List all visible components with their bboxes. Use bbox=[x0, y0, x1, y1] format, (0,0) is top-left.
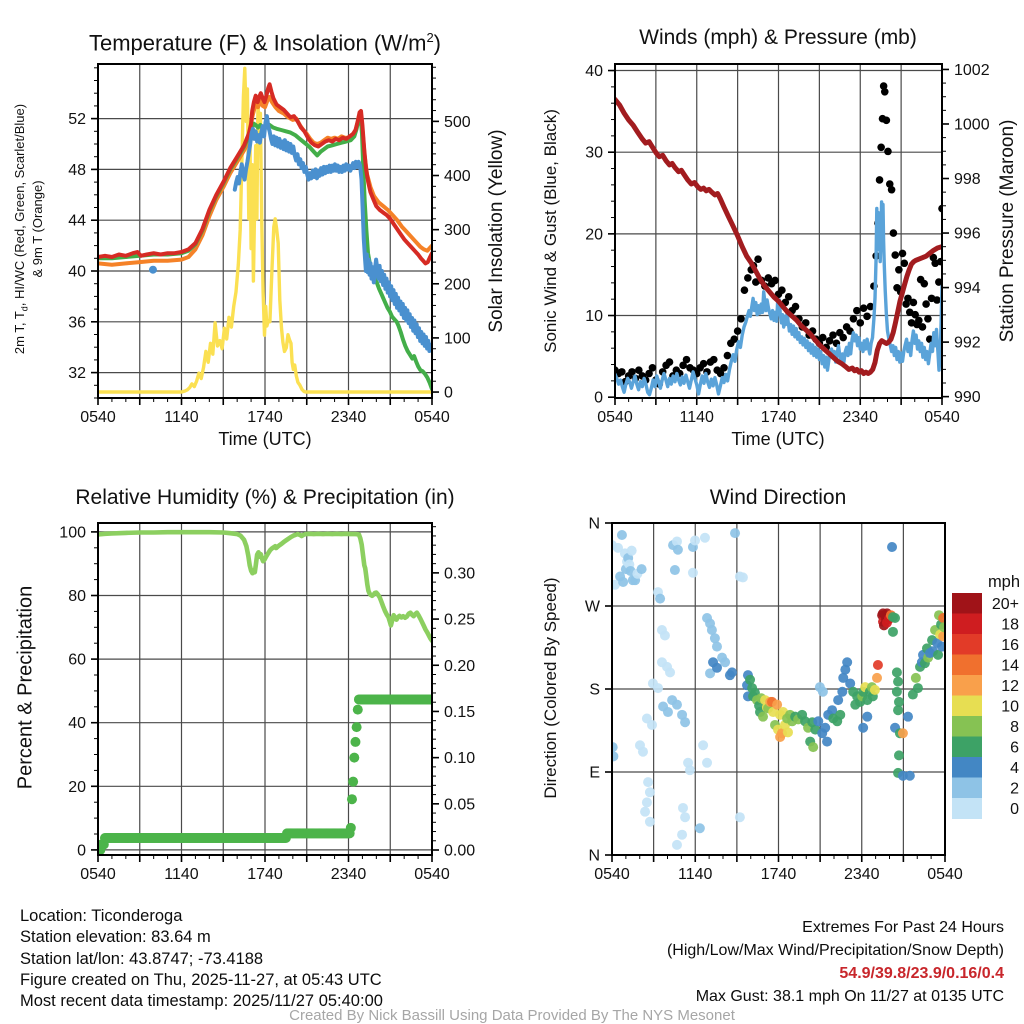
svg-text:100: 100 bbox=[444, 330, 471, 348]
svg-text:2: 2 bbox=[1010, 780, 1019, 798]
svg-text:2340: 2340 bbox=[842, 409, 879, 426]
temp-ylabel-a: 2m T, T bbox=[12, 311, 28, 355]
svg-text:60: 60 bbox=[68, 651, 86, 669]
wind-xaxis-label: Time (UTC) bbox=[731, 429, 825, 449]
svg-text:1000: 1000 bbox=[954, 116, 990, 134]
svg-text:400: 400 bbox=[444, 168, 471, 186]
svg-text:44: 44 bbox=[68, 212, 86, 230]
svg-text:1140: 1140 bbox=[164, 409, 199, 426]
svg-text:996: 996 bbox=[954, 225, 981, 243]
temp-ylabel-b: , HI/WC (Red, Green, Scarlet/Blue) bbox=[12, 103, 28, 307]
svg-text:48: 48 bbox=[68, 161, 86, 179]
svg-text:500: 500 bbox=[444, 113, 471, 131]
svg-text:10: 10 bbox=[1001, 698, 1019, 716]
svg-text:18: 18 bbox=[1001, 616, 1019, 634]
svg-text:0: 0 bbox=[594, 389, 603, 407]
svg-text:0540: 0540 bbox=[414, 409, 450, 426]
wind-chill-early-dot bbox=[149, 266, 157, 274]
svg-text:40: 40 bbox=[68, 263, 86, 281]
svg-text:0.15: 0.15 bbox=[444, 703, 476, 721]
temp-title-close: ) bbox=[433, 30, 441, 56]
svg-text:0.25: 0.25 bbox=[444, 611, 476, 629]
svg-text:36: 36 bbox=[68, 314, 86, 332]
extremes-subtitle: (High/Low/Max Wind/Precipitation/Snow Depth) bbox=[666, 942, 1004, 959]
svg-text:0.05: 0.05 bbox=[444, 796, 476, 814]
svg-text:20+: 20+ bbox=[991, 595, 1019, 613]
latlon-line: Station lat/lon: 43.8747; -73.4188 bbox=[20, 949, 264, 968]
svg-text:0: 0 bbox=[1010, 800, 1019, 818]
temp-title-sup: 2 bbox=[426, 30, 434, 45]
svg-text:N: N bbox=[588, 515, 600, 533]
svg-text:20: 20 bbox=[68, 778, 86, 796]
svg-text:6: 6 bbox=[1010, 739, 1019, 757]
svg-text:W: W bbox=[584, 598, 600, 616]
wind-direction-panel bbox=[585, 516, 1020, 884]
temp-panel-title bbox=[55, 30, 475, 56]
svg-text:0: 0 bbox=[77, 842, 86, 860]
svg-text:1740: 1740 bbox=[247, 866, 283, 883]
svg-text:200: 200 bbox=[444, 276, 471, 294]
wind-yaxis-label: Sonic Wind & Gust (Blue, Black) bbox=[541, 109, 560, 353]
svg-text:1740: 1740 bbox=[760, 409, 797, 426]
svg-text:0540: 0540 bbox=[414, 866, 450, 883]
svg-text:0540: 0540 bbox=[927, 866, 963, 883]
winddir-panel-title: Wind Direction bbox=[709, 486, 847, 509]
svg-text:2340: 2340 bbox=[843, 866, 880, 883]
percent-yaxis-label: Percent & Precipitation bbox=[14, 585, 37, 790]
temp-xaxis-label: Time (UTC) bbox=[218, 429, 312, 449]
timestamp-line: Most recent data timestamp: 2025/11/27 05:40:00 bbox=[20, 992, 383, 1011]
extremes-values: 54.9/39.8/23.9/0.16/0.4 bbox=[839, 965, 1004, 982]
svg-text:10: 10 bbox=[585, 308, 603, 326]
svg-text:1740: 1740 bbox=[247, 409, 283, 426]
direction-yaxis-label: Direction (Colored By Speed) bbox=[541, 577, 560, 799]
extremes-block bbox=[667, 916, 1004, 1008]
svg-text:1140: 1140 bbox=[679, 409, 714, 426]
elevation-line: Station elevation: 83.64 m bbox=[20, 928, 211, 947]
svg-text:0: 0 bbox=[444, 384, 453, 402]
svg-text:0.20: 0.20 bbox=[444, 657, 476, 675]
svg-text:0.30: 0.30 bbox=[444, 565, 476, 583]
svg-text:4: 4 bbox=[1010, 759, 1019, 777]
svg-text:990: 990 bbox=[954, 389, 981, 407]
max-gust-line: Max Gust: 38.1 mph On 11/27 at 0135 UTC bbox=[695, 988, 1004, 1005]
svg-text:1740: 1740 bbox=[760, 866, 797, 883]
svg-text:40: 40 bbox=[585, 63, 603, 81]
svg-text:0540: 0540 bbox=[80, 409, 116, 426]
extremes-title: Extremes For Past 24 Hours bbox=[802, 919, 1004, 936]
svg-text:80: 80 bbox=[68, 588, 86, 606]
svg-text:16: 16 bbox=[1001, 636, 1019, 654]
svg-text:992: 992 bbox=[954, 334, 981, 352]
svg-text:1140: 1140 bbox=[164, 866, 199, 883]
solar-yaxis-label: Solar Insolation (Yellow) bbox=[486, 129, 507, 333]
svg-text:0540: 0540 bbox=[594, 866, 630, 883]
svg-text:0540: 0540 bbox=[924, 409, 960, 426]
temp-title-text: Temperature (F) & Insolation (W/m bbox=[89, 30, 427, 56]
svg-text:0.10: 0.10 bbox=[444, 750, 476, 768]
credit-line: Created By Nick Bassill Using Data Provided By The NYS Mesonet bbox=[289, 1007, 735, 1024]
svg-text:1002: 1002 bbox=[954, 61, 990, 79]
svg-text:2340: 2340 bbox=[330, 409, 367, 426]
svg-text:100: 100 bbox=[59, 524, 86, 542]
temp-yaxis-label bbox=[12, 48, 46, 410]
svg-text:0540: 0540 bbox=[597, 409, 633, 426]
svg-text:S: S bbox=[589, 681, 600, 699]
svg-text:N: N bbox=[588, 847, 600, 865]
wind-pressure-panel bbox=[585, 62, 989, 426]
pressure-yaxis-label: Station Pressure (Maroon) bbox=[997, 119, 1018, 343]
svg-text:8: 8 bbox=[1010, 718, 1019, 736]
svg-text:20: 20 bbox=[585, 226, 603, 244]
temp-ylabel-line2: & 9m T (Orange) bbox=[30, 180, 46, 278]
svg-text:994: 994 bbox=[954, 280, 981, 298]
svg-text:1140: 1140 bbox=[678, 866, 713, 883]
svg-text:998: 998 bbox=[954, 171, 981, 189]
temp-ylabel-sub: d bbox=[19, 306, 30, 312]
station-info-block bbox=[20, 906, 383, 1012]
created-line: Figure created on Thu, 2025-11-27, at 05:43 UTC bbox=[20, 970, 382, 989]
svg-text:12: 12 bbox=[1001, 677, 1019, 695]
svg-text:30: 30 bbox=[585, 144, 603, 162]
svg-text:mph: mph bbox=[987, 573, 1021, 591]
svg-text:32: 32 bbox=[68, 365, 86, 383]
svg-text:2340: 2340 bbox=[330, 866, 367, 883]
svg-text:300: 300 bbox=[444, 222, 471, 240]
rh-precip-panel bbox=[59, 523, 475, 883]
svg-text:14: 14 bbox=[1001, 657, 1019, 675]
svg-text:0.00: 0.00 bbox=[444, 842, 476, 860]
svg-text:40: 40 bbox=[68, 715, 86, 733]
svg-text:E: E bbox=[589, 764, 600, 782]
wind-panel-title: Winds (mph) & Pressure (mb) bbox=[639, 26, 917, 49]
temp-insolation-panel bbox=[68, 64, 471, 426]
svg-text:52: 52 bbox=[68, 111, 86, 129]
svg-text:0540: 0540 bbox=[80, 866, 116, 883]
speed-colorbar bbox=[952, 573, 1020, 819]
location-line: Location: Ticonderoga bbox=[20, 907, 183, 925]
rh-panel-title: Relative Humidity (%) & Precipitation (in) bbox=[75, 486, 455, 509]
